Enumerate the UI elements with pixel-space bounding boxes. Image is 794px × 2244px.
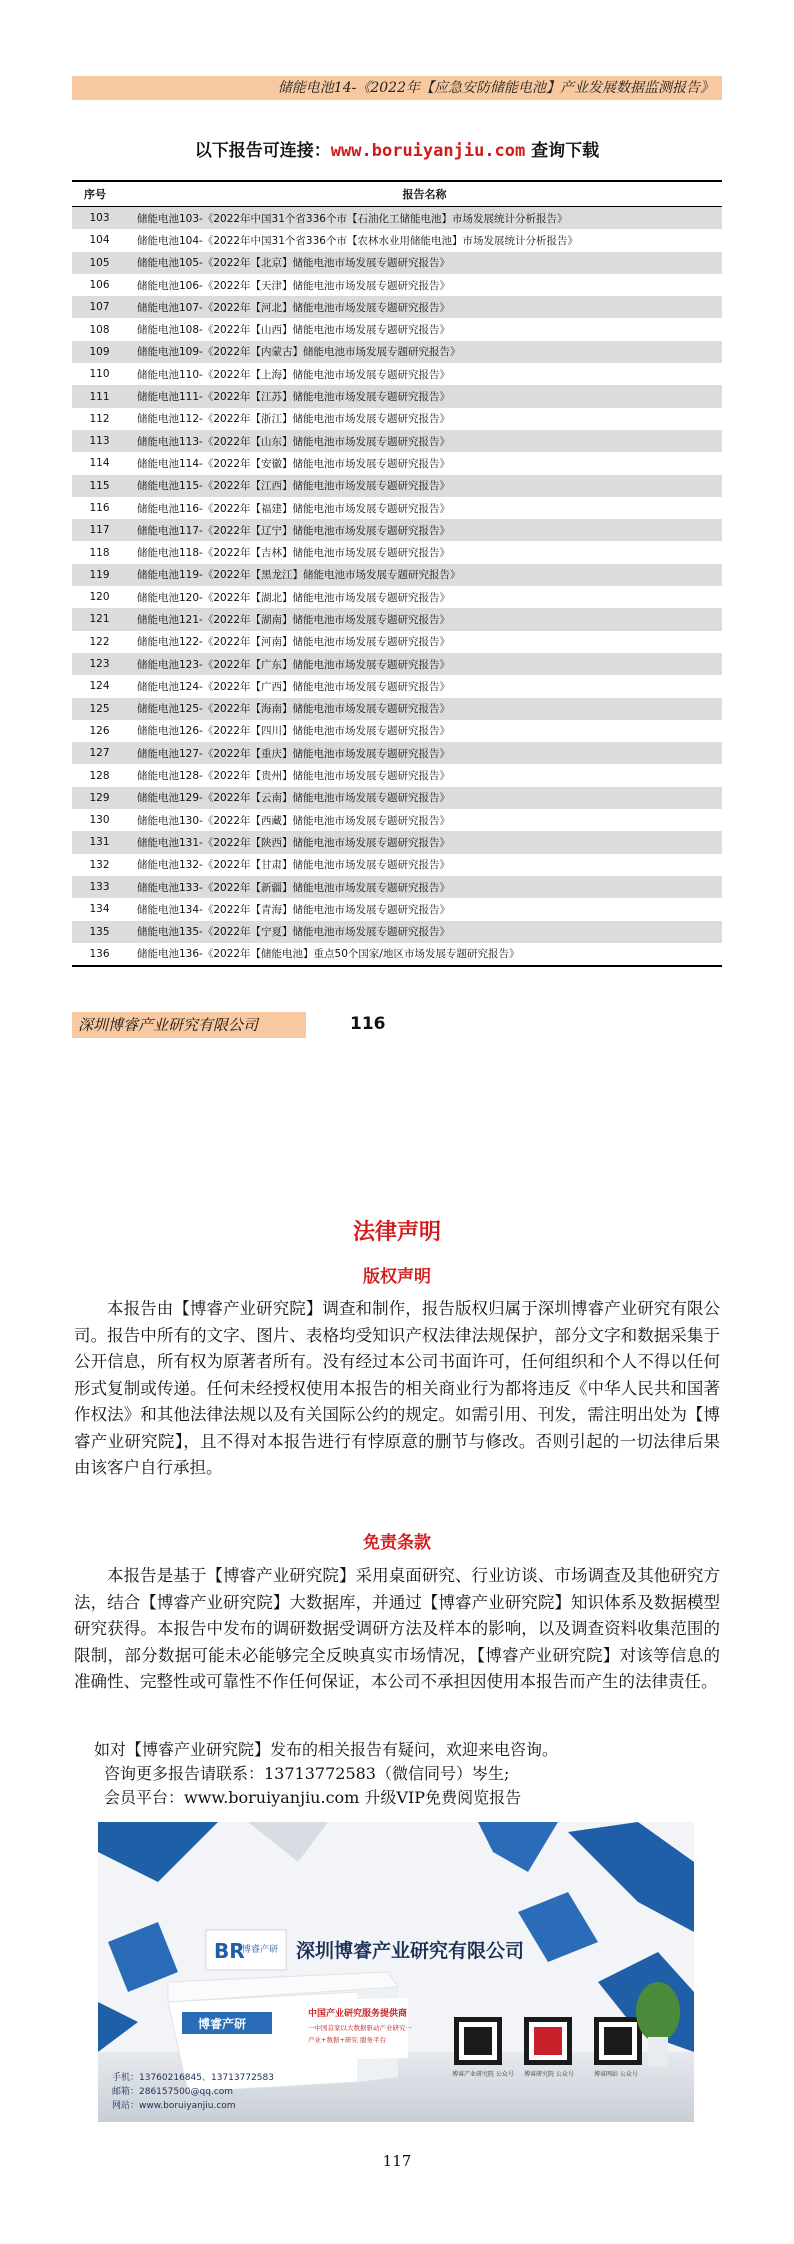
row-number: 133 <box>72 876 127 898</box>
report-name: 储能电池130-《2022年【西藏】储能电池市场发展专题研究报告》 <box>127 809 722 831</box>
row-number: 113 <box>72 430 127 452</box>
legal-title: 法律声明 <box>352 1219 441 1245</box>
table-row <box>72 296 722 318</box>
site-link[interactable]: www.boruiyanjiu.com <box>330 141 526 161</box>
photo-phone: 手机：13760216845、13713772583 <box>112 2073 274 2083</box>
table-row <box>72 876 722 898</box>
table-row <box>72 229 722 251</box>
row-number: 107 <box>72 296 127 318</box>
row-number: 114 <box>72 452 127 474</box>
page-number-2: 117 <box>382 2152 412 2170</box>
table-header-row <box>72 181 722 207</box>
disclaimer-title: 免责条款 <box>363 1533 431 1553</box>
report-name: 储能电池105-《2022年【北京】储能电池市场发展专题研究报告》 <box>127 252 722 274</box>
photo-email: 邮箱：286157500@qq.com <box>112 2087 234 2097</box>
download-link-line <box>0 136 794 161</box>
wall-sign: 深圳博睿产业研究有限公司 <box>296 1940 525 1962</box>
report-name: 储能电池121-《2022年【湖南】储能电池市场发展专题研究报告》 <box>127 608 722 630</box>
report-name: 储能电池106-《2022年【天津】储能电池市场发展专题研究报告》 <box>127 274 722 296</box>
copyright-text: 本报告由【博睿产业研究院】调查和制作，报告版权归属于深圳博睿产业研究有限公司。报告中所有的文字、图片、表格均受知识产权法律法规保护，部分文字和数据采集于公开信息，所有权为原著者所有。没有经过本公司书面许可，任何组织和个人不得以任何形式复制或传递。任何未经授权使用本报告的相关商业行为都将违反《中华人民共和国著作权法》和其他法律法规以及有关国际公约的规定。如需引用、刊发，需注明出处为【博睿产业研究院】，且不得对本报告进行有悖原意的删节与修改。否则引起的一切法律后果由该客户自行承担。 <box>74 1299 720 1477</box>
plant <box>636 1982 680 2042</box>
row-number: 127 <box>72 742 127 764</box>
qr-label-3: 博睿网站 公众号 <box>594 2071 638 2078</box>
row-number: 130 <box>72 809 127 831</box>
link-suffix: 查询下载 <box>525 141 600 161</box>
row-number: 117 <box>72 519 127 541</box>
report-name: 储能电池134-《2022年【青海】储能电池市场发展专题研究报告》 <box>127 898 722 920</box>
table-row <box>72 742 722 764</box>
column-header-name: 报告名称 <box>127 181 722 207</box>
table-row <box>72 541 722 563</box>
report-name: 储能电池113-《2022年【山东】储能电池市场发展专题研究报告》 <box>127 430 722 452</box>
row-number: 106 <box>72 274 127 296</box>
qr-label-2: 博睿研究院 公众号 <box>524 2071 574 2078</box>
copyright-title: 版权声明 <box>363 1267 431 1287</box>
row-number: 110 <box>72 363 127 385</box>
row-number: 128 <box>72 764 127 786</box>
table-row <box>72 252 722 274</box>
row-number: 115 <box>72 475 127 497</box>
report-name: 储能电池119-《2022年【黑龙江】储能电池市场发展专题研究报告》 <box>127 564 722 586</box>
table-row <box>72 341 722 363</box>
table-row <box>72 809 722 831</box>
photo-website: 网站：www.boruiyanjiu.com <box>112 2101 236 2111</box>
table-row <box>72 698 722 720</box>
row-number: 104 <box>72 229 127 251</box>
row-number: 124 <box>72 675 127 697</box>
table-row <box>72 586 722 608</box>
table-row <box>72 720 722 742</box>
row-number: 125 <box>72 698 127 720</box>
table-row <box>72 787 722 809</box>
table-row <box>72 385 722 407</box>
report-name: 储能电池126-《2022年【四川】储能电池市场发展专题研究报告》 <box>127 720 722 742</box>
report-name: 储能电池103-《2022年中国31个省336个市【石油化工储能电池】市场发展统计分析报告》 <box>127 207 722 230</box>
report-list-table <box>72 180 722 967</box>
table-row <box>72 475 722 497</box>
desk-title: 中国产业研究服务提供商 <box>308 2009 408 2019</box>
table-row <box>72 452 722 474</box>
report-name: 储能电池116-《2022年【福建】储能电池市场发展专题研究报告》 <box>127 497 722 519</box>
row-number: 120 <box>72 586 127 608</box>
logo-mark: BR <box>214 1939 245 1963</box>
table-row <box>72 898 722 920</box>
report-name: 储能电池125-《2022年【海南】储能电池市场发展专题研究报告》 <box>127 698 722 720</box>
desk-sub-2: 产业+数据+研究 服务平台 <box>308 2036 386 2044</box>
row-number: 105 <box>72 252 127 274</box>
qr-label-1: 博睿产业研究院 公众号 <box>452 2071 514 2078</box>
row-number: 122 <box>72 631 127 653</box>
row-number: 135 <box>72 921 127 943</box>
row-number: 131 <box>72 831 127 853</box>
row-number: 112 <box>72 408 127 430</box>
row-number: 116 <box>72 497 127 519</box>
report-name: 储能电池109-《2022年【内蒙古】储能电池市场发展专题研究报告》 <box>127 341 722 363</box>
report-name: 储能电池123-《2022年【广东】储能电池市场发展专题研究报告》 <box>127 653 722 675</box>
desk-sub-1: 一中国首家以大数据驱动产业研究一 <box>308 2024 412 2032</box>
report-name: 储能电池114-《2022年【安徽】储能电池市场发展专题研究报告》 <box>127 452 722 474</box>
table-row <box>72 675 722 697</box>
contact-line-3: 会员平台：www.boruiyanjiu.com 升级VIP免费阅览报告 <box>104 1788 522 1807</box>
report-name: 储能电池132-《2022年【甘肃】储能电池市场发展专题研究报告》 <box>127 854 722 876</box>
link-prefix: 以下报告可连接： <box>194 141 331 161</box>
report-name: 储能电池135-《2022年【宁夏】储能电池市场发展专题研究报告》 <box>127 921 722 943</box>
report-name: 储能电池108-《2022年【山西】储能电池市场发展专题研究报告》 <box>127 318 722 340</box>
row-number: 118 <box>72 541 127 563</box>
row-number: 119 <box>72 564 127 586</box>
report-name: 储能电池111-《2022年【江苏】储能电池市场发展专题研究报告》 <box>127 385 722 407</box>
report-name: 储能电池115-《2022年【江西】储能电池市场发展专题研究报告》 <box>127 475 722 497</box>
table-row <box>72 854 722 876</box>
row-number: 132 <box>72 854 127 876</box>
row-number: 109 <box>72 341 127 363</box>
report-name: 储能电池118-《2022年【吉林】储能电池市场发展专题研究报告》 <box>127 541 722 563</box>
column-header-no: 序号 <box>72 181 127 207</box>
report-name: 储能电池104-《2022年中国31个省336个市【农林水业用储能电池】市场发展统计分析报告》 <box>127 229 722 251</box>
row-number: 103 <box>72 207 127 230</box>
report-name: 储能电池127-《2022年【重庆】储能电池市场发展专题研究报告》 <box>127 742 722 764</box>
table-row <box>72 631 722 653</box>
table-row <box>72 831 722 853</box>
row-number: 123 <box>72 653 127 675</box>
table-row <box>72 408 722 430</box>
report-name: 储能电池120-《2022年【湖北】储能电池市场发展专题研究报告》 <box>127 586 722 608</box>
report-name: 储能电池129-《2022年【云南】储能电池市场发展专题研究报告》 <box>127 787 722 809</box>
table-row <box>72 363 722 385</box>
table-row <box>72 207 722 230</box>
table-row <box>72 921 722 943</box>
row-number: 126 <box>72 720 127 742</box>
table-row <box>72 943 722 966</box>
report-name: 储能电池122-《2022年【河南】储能电池市场发展专题研究报告》 <box>127 631 722 653</box>
report-name: 储能电池112-《2022年【浙江】储能电池市场发展专题研究报告》 <box>127 408 722 430</box>
table-row <box>72 519 722 541</box>
contact-line-2: 咨询更多报告请联系：13713772583（微信同号）岑生; <box>104 1764 510 1783</box>
table-row <box>72 318 722 340</box>
table-row <box>72 764 722 786</box>
table-row <box>72 497 722 519</box>
report-name: 储能电池124-《2022年【广西】储能电池市场发展专题研究报告》 <box>127 675 722 697</box>
footer-company: 深圳博睿产业研究有限公司 <box>72 1012 306 1038</box>
office-photo <box>98 1822 694 2122</box>
table-row <box>72 274 722 296</box>
running-header: 储能电池14-《2022年【应急安防储能电池】产业发展数据监测报告》 <box>72 76 722 100</box>
report-name: 储能电池110-《2022年【上海】储能电池市场发展专题研究报告》 <box>127 363 722 385</box>
desk-left-sign: 博睿产研 <box>198 2017 247 2031</box>
report-name: 储能电池107-《2022年【河北】储能电池市场发展专题研究报告》 <box>127 296 722 318</box>
contact-line-1: 如对【博睿产业研究院】发布的相关报告有疑问，欢迎来电咨询。 <box>94 1740 559 1759</box>
row-number: 108 <box>72 318 127 340</box>
logo-label: 博睿产研 <box>242 1945 279 1955</box>
row-number: 129 <box>72 787 127 809</box>
row-number: 134 <box>72 898 127 920</box>
page-number: 116 <box>350 1014 386 1034</box>
report-name: 储能电池133-《2022年【新疆】储能电池市场发展专题研究报告》 <box>127 876 722 898</box>
row-number: 121 <box>72 608 127 630</box>
report-name: 储能电池128-《2022年【贵州】储能电池市场发展专题研究报告》 <box>127 764 722 786</box>
table-row <box>72 608 722 630</box>
report-name: 储能电池136-《2022年【储能电池】重点50个国家/地区市场发展专题研究报告》 <box>127 943 722 966</box>
table-row <box>72 564 722 586</box>
report-name: 储能电池117-《2022年【辽宁】储能电池市场发展专题研究报告》 <box>127 519 722 541</box>
table-row <box>72 430 722 452</box>
row-number: 111 <box>72 385 127 407</box>
row-number: 136 <box>72 943 127 966</box>
report-name: 储能电池131-《2022年【陕西】储能电池市场发展专题研究报告》 <box>127 831 722 853</box>
disclaimer-text: 本报告是基于【博睿产业研究院】采用桌面研究、行业访谈、市场调查及其他研究方法，结合【博睿产业研究院】大数据库，并通过【博睿产业研究院】知识体系及数据模型研究获得。本报告中发布的调研数据受调研方法及样本的影响，以及调查资料收集范围的限制，部分数据可能未必能够完全反映真实市场情况，【博睿产业研究院】对该等信息的准确性、完整性或可靠性不作任何保证，本公司不承担因使用本报告而产生的法律责任。 <box>74 1566 720 1691</box>
table-row <box>72 653 722 675</box>
